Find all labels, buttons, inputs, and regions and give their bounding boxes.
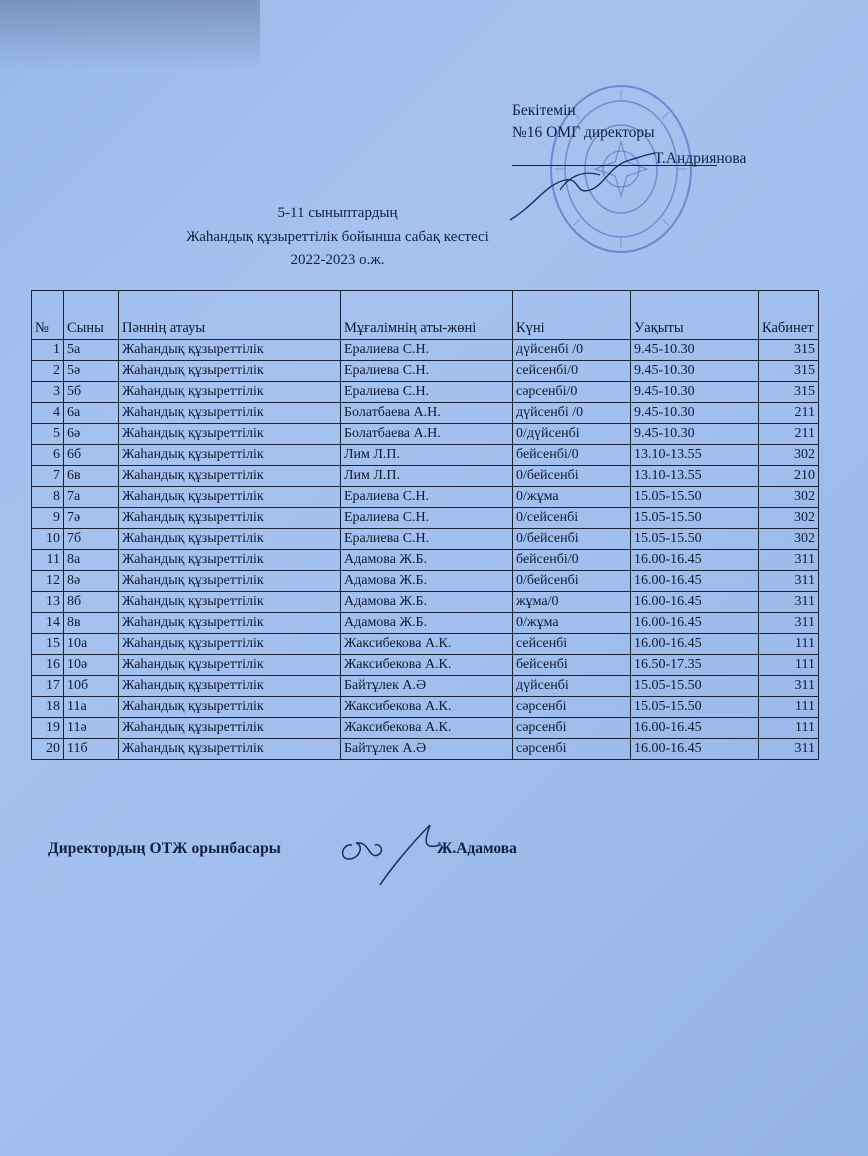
subject-cell: Жаһандық құзыреттілік	[119, 571, 341, 592]
table-row	[32, 655, 819, 676]
day-cell: 0/жұма	[513, 613, 631, 634]
row-number: 19	[32, 718, 64, 739]
teacher-cell: Ералиева С.Н.	[341, 487, 513, 508]
table-row	[32, 634, 819, 655]
row-number: 18	[32, 697, 64, 718]
room-cell: 111	[759, 718, 819, 739]
room-cell: 111	[759, 634, 819, 655]
room-cell: 311	[759, 739, 819, 760]
room-cell: 311	[759, 613, 819, 634]
class-cell: 8в	[64, 613, 119, 634]
title-line-1: 5-11 сыныптардың	[277, 205, 398, 221]
teacher-cell: Ералиева С.Н.	[341, 340, 513, 361]
table-header-row	[32, 291, 819, 340]
page-shadow	[0, 0, 260, 70]
teacher-cell: Адамова Ж.Б.	[341, 550, 513, 571]
subject-cell: Жаһандық құзыреттілік	[119, 655, 341, 676]
table-row	[32, 487, 819, 508]
subject-cell: Жаһандық құзыреттілік	[119, 592, 341, 613]
time-cell: 16.00-16.45	[631, 613, 759, 634]
teacher-cell: Жаксибекова А.К.	[341, 634, 513, 655]
teacher-cell: Жаксибекова А.К.	[341, 655, 513, 676]
approval-org: №16 ОМГ директоры	[512, 124, 655, 141]
room-cell: 111	[759, 655, 819, 676]
teacher-cell: Ералиева С.Н.	[341, 361, 513, 382]
time-cell: 16.50-17.35	[631, 655, 759, 676]
room-cell: 302	[759, 529, 819, 550]
table-row	[32, 739, 819, 760]
teacher-cell: Ералиева С.Н.	[341, 508, 513, 529]
time-cell: 16.00-16.45	[631, 550, 759, 571]
class-cell: 11ә	[64, 718, 119, 739]
row-number: 4	[32, 403, 64, 424]
subject-cell: Жаһандық құзыреттілік	[119, 634, 341, 655]
class-cell: 10б	[64, 676, 119, 697]
class-cell: 5б	[64, 382, 119, 403]
room-cell: 302	[759, 508, 819, 529]
subject-cell: Жаһандық құзыреттілік	[119, 403, 341, 424]
table-row	[32, 697, 819, 718]
teacher-cell: Лим Л.П.	[341, 466, 513, 487]
class-cell: 8ә	[64, 571, 119, 592]
subject-cell: Жаһандық құзыреттілік	[119, 676, 341, 697]
header-teacher: Мұғалімнің аты-жөні	[341, 291, 513, 340]
header-room: Кабинет	[759, 291, 819, 340]
table-row	[32, 445, 819, 466]
time-cell: 15.05-15.50	[631, 529, 759, 550]
class-cell: 7а	[64, 487, 119, 508]
table-row	[32, 529, 819, 550]
table-row	[32, 424, 819, 445]
class-cell: 10а	[64, 634, 119, 655]
day-cell: дүйсенбі /0	[513, 403, 631, 424]
deputy-signature-icon	[330, 815, 450, 890]
row-number: 11	[32, 550, 64, 571]
room-cell: 210	[759, 466, 819, 487]
row-number: 8	[32, 487, 64, 508]
class-cell: 7б	[64, 529, 119, 550]
day-cell: жұма/0	[513, 592, 631, 613]
time-cell: 15.05-15.50	[631, 508, 759, 529]
subject-cell: Жаһандық құзыреттілік	[119, 550, 341, 571]
room-cell: 211	[759, 424, 819, 445]
header-time: Уақыты	[631, 291, 759, 340]
time-cell: 16.00-16.45	[631, 739, 759, 760]
row-number: 17	[32, 676, 64, 697]
teacher-cell: Болатбаева А.Н.	[341, 424, 513, 445]
row-number: 7	[32, 466, 64, 487]
day-cell: 0/дүйсенбі	[513, 424, 631, 445]
row-number: 20	[32, 739, 64, 760]
day-cell: сәрсенбі	[513, 739, 631, 760]
day-cell: сәрсенбі	[513, 718, 631, 739]
room-cell: 111	[759, 697, 819, 718]
time-cell: 16.00-16.45	[631, 592, 759, 613]
subject-cell: Жаһандық құзыреттілік	[119, 508, 341, 529]
title-line-3: 2022-2023 о.ж.	[290, 252, 385, 268]
approval-block	[512, 100, 747, 167]
teacher-cell: Байтұлек А.Ә	[341, 739, 513, 760]
subject-cell: Жаһандық құзыреттілік	[119, 529, 341, 550]
row-number: 15	[32, 634, 64, 655]
table-row	[32, 361, 819, 382]
subject-cell: Жаһандық құзыреттілік	[119, 613, 341, 634]
day-cell: 0/бейсенбі	[513, 529, 631, 550]
class-cell: 11б	[64, 739, 119, 760]
room-cell: 311	[759, 592, 819, 613]
footer-role: Директордың ОТЖ орынбасары	[48, 840, 281, 857]
table-row	[32, 571, 819, 592]
room-cell: 311	[759, 676, 819, 697]
table-row	[32, 403, 819, 424]
subject-cell: Жаһандық құзыреттілік	[119, 697, 341, 718]
row-number: 9	[32, 508, 64, 529]
row-number: 16	[32, 655, 64, 676]
schedule-table	[31, 290, 819, 760]
row-number: 6	[32, 445, 64, 466]
teacher-cell: Адамова Ж.Б.	[341, 571, 513, 592]
header-day: Күні	[513, 291, 631, 340]
room-cell: 311	[759, 550, 819, 571]
row-number: 13	[32, 592, 64, 613]
subject-cell: Жаһандық құзыреттілік	[119, 340, 341, 361]
day-cell: сәрсенбі	[513, 697, 631, 718]
time-cell: 16.00-16.45	[631, 718, 759, 739]
approval-director-name: Т.Андриянова	[654, 150, 747, 167]
day-cell: 0/бейсенбі	[513, 571, 631, 592]
row-number: 12	[32, 571, 64, 592]
time-cell: 13.10-13.55	[631, 445, 759, 466]
time-cell: 16.00-16.45	[631, 634, 759, 655]
room-cell: 311	[759, 571, 819, 592]
subject-cell: Жаһандық құзыреттілік	[119, 445, 341, 466]
table-row	[32, 466, 819, 487]
class-cell: 6а	[64, 403, 119, 424]
day-cell: бейсенбі/0	[513, 445, 631, 466]
day-cell: сейсенбі	[513, 634, 631, 655]
time-cell: 13.10-13.55	[631, 466, 759, 487]
header-subject: Пәннің атауы	[119, 291, 341, 340]
day-cell: дүйсенбі /0	[513, 340, 631, 361]
day-cell: бейсенбі/0	[513, 550, 631, 571]
time-cell: 15.05-15.50	[631, 676, 759, 697]
time-cell: 9.45-10.30	[631, 361, 759, 382]
document-title	[120, 202, 555, 273]
time-cell: 15.05-15.50	[631, 487, 759, 508]
row-number: 2	[32, 361, 64, 382]
class-cell: 10ә	[64, 655, 119, 676]
time-cell: 15.05-15.50	[631, 697, 759, 718]
row-number: 14	[32, 613, 64, 634]
room-cell: 315	[759, 340, 819, 361]
table-row	[32, 592, 819, 613]
day-cell: дүйсенбі	[513, 676, 631, 697]
day-cell: 0/бейсенбі	[513, 466, 631, 487]
room-cell: 315	[759, 382, 819, 403]
room-cell: 211	[759, 403, 819, 424]
teacher-cell: Жаксибекова А.К.	[341, 697, 513, 718]
teacher-cell: Адамова Ж.Б.	[341, 613, 513, 634]
title-line-2: Жаһандық құзыреттілік бойынша сабақ кестесі	[186, 228, 489, 245]
table-row	[32, 550, 819, 571]
class-cell: 5ә	[64, 361, 119, 382]
class-cell: 5а	[64, 340, 119, 361]
subject-cell: Жаһандық құзыреттілік	[119, 739, 341, 760]
class-cell: 8а	[64, 550, 119, 571]
time-cell: 9.45-10.30	[631, 403, 759, 424]
subject-cell: Жаһандық құзыреттілік	[119, 424, 341, 445]
row-number: 3	[32, 382, 64, 403]
day-cell: бейсенбі	[513, 655, 631, 676]
time-cell: 9.45-10.30	[631, 382, 759, 403]
row-number: 1	[32, 340, 64, 361]
day-cell: 0/сейсенбі	[513, 508, 631, 529]
room-cell: 315	[759, 361, 819, 382]
subject-cell: Жаһандық құзыреттілік	[119, 718, 341, 739]
day-cell: сейсенбі/0	[513, 361, 631, 382]
footer-name: Ж.Адамова	[437, 840, 517, 857]
subject-cell: Жаһандық құзыреттілік	[119, 361, 341, 382]
teacher-cell: Ералиева С.Н.	[341, 382, 513, 403]
class-cell: 6в	[64, 466, 119, 487]
header-class: Сыны	[64, 291, 119, 340]
time-cell: 16.00-16.45	[631, 571, 759, 592]
subject-cell: Жаһандық құзыреттілік	[119, 382, 341, 403]
table-row	[32, 718, 819, 739]
table-row	[32, 340, 819, 361]
time-cell: 9.45-10.30	[631, 424, 759, 445]
approval-word: Бекітемін	[512, 102, 576, 119]
class-cell: 6б	[64, 445, 119, 466]
header-number: №	[32, 291, 64, 340]
teacher-cell: Болатбаева А.Н.	[341, 403, 513, 424]
table-row	[32, 508, 819, 529]
class-cell: 8б	[64, 592, 119, 613]
day-cell: 0/жұма	[513, 487, 631, 508]
teacher-cell: Адамова Ж.Б.	[341, 592, 513, 613]
table-row	[32, 382, 819, 403]
class-cell: 7ә	[64, 508, 119, 529]
teacher-cell: Лим Л.П.	[341, 445, 513, 466]
room-cell: 302	[759, 445, 819, 466]
class-cell: 11а	[64, 697, 119, 718]
class-cell: 6ә	[64, 424, 119, 445]
teacher-cell: Ералиева С.Н.	[341, 529, 513, 550]
table-row	[32, 676, 819, 697]
teacher-cell: Байтұлек А.Ә	[341, 676, 513, 697]
day-cell: сәрсенбі/0	[513, 382, 631, 403]
subject-cell: Жаһандық құзыреттілік	[119, 487, 341, 508]
row-number: 10	[32, 529, 64, 550]
time-cell: 9.45-10.30	[631, 340, 759, 361]
table-row	[32, 613, 819, 634]
room-cell: 302	[759, 487, 819, 508]
subject-cell: Жаһандық құзыреттілік	[119, 466, 341, 487]
teacher-cell: Жаксибекова А.К.	[341, 718, 513, 739]
row-number: 5	[32, 424, 64, 445]
